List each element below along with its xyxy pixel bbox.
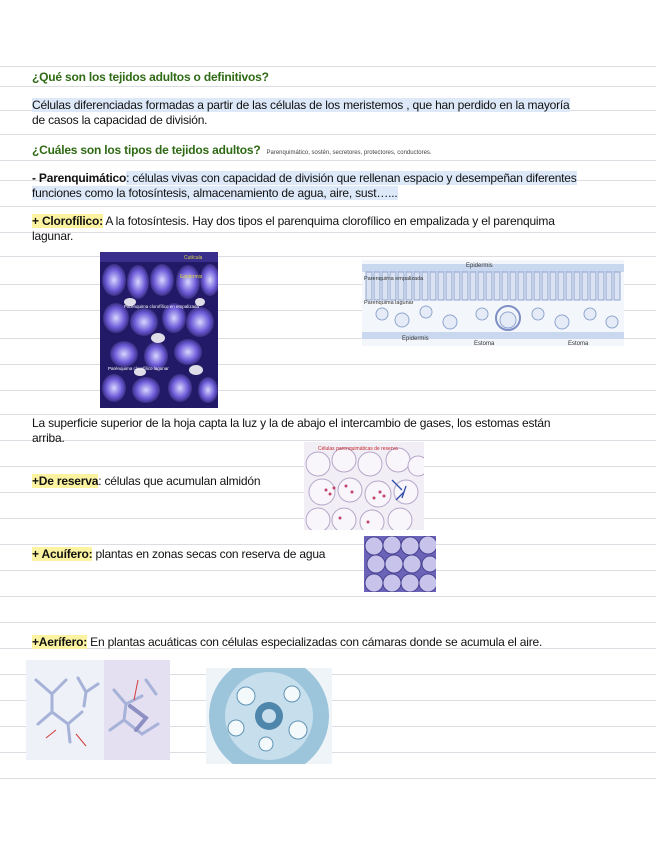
chlorophyll-line-1 xyxy=(32,214,555,229)
parenchyma-label: - Parenquimático xyxy=(32,171,127,185)
chlorophyll-line-2: lagunar. xyxy=(32,229,74,243)
reserve-label: +De reserva xyxy=(32,474,99,488)
surface-line-2: arriba. xyxy=(32,431,65,445)
surface-line-1: La superficie superior de la hoja capta la luz y la de abajo el intercambio de gases, los estomas están xyxy=(32,416,551,430)
aquifer-tissue-image xyxy=(364,536,436,592)
parenchyma-line-2 xyxy=(32,186,398,201)
parenchyma-line-1 xyxy=(32,171,577,186)
reserve-text: : células que acumulan almidón xyxy=(98,474,261,488)
parenchyma-text-2: funciones como la fotosíntesis, almacenamiento de agua, aire, sust…... xyxy=(32,186,398,200)
img2-label-epidermis-bottom: Epidermis xyxy=(402,336,429,342)
aerenchyma-label: +Aerífero: xyxy=(32,635,88,649)
img1-label-empalizada: Parénquima clorofílico en empalizada xyxy=(124,304,200,309)
aerenchyma-star-cells-image xyxy=(26,660,170,760)
img1-label-epidermis: Epidermis xyxy=(180,274,203,280)
definition-text-1: Células diferenciadas formadas a partir de las células de los meristemos , que han perdido en la mayoría xyxy=(32,98,570,112)
chlorophyll-text-1: A la fotosíntesis. Hay dos tipos el parenquima clorofílico en empalizada y el parenquima xyxy=(102,214,555,228)
parenchyma-text-1: : células vivas con capacidad de división que rellenan espacio y desempeñan diferentes xyxy=(126,171,577,185)
aquifer-text: plantas en zonas secas con reserva de agua xyxy=(92,547,326,561)
img2-label-estoma-1: Estoma xyxy=(474,341,495,346)
reserve-tissue-image xyxy=(304,442,424,530)
leaf-cross-section-image xyxy=(362,260,624,346)
img2-label-empalizada: Parenquima empalizada xyxy=(364,276,424,282)
definition-line-2: de casos la capacidad de división. xyxy=(32,113,208,127)
question-adult-tissues: ¿Qué son los tejidos adultos o definitivos? xyxy=(32,70,269,84)
aquifer-label: + Acuífero: xyxy=(32,547,93,561)
aquifer-line xyxy=(32,547,325,562)
question-tissue-types xyxy=(32,143,432,161)
chlorophyll-micrograph-image xyxy=(100,252,218,408)
img2-label-epidermis-top: Epidermis xyxy=(466,263,493,269)
reserve-line xyxy=(32,474,260,489)
img1-label-cuticula: Cutícula xyxy=(184,255,203,261)
aerenchyma-cross-section-image xyxy=(206,668,332,764)
chlorophyll-label: + Clorofílico: xyxy=(32,214,103,228)
img1-label-lagunar: Parénquima clorofílico lagunar xyxy=(108,366,169,371)
definition-line-1 xyxy=(32,98,570,113)
img2-label-lagunar: Parenquima lagunar xyxy=(364,300,414,306)
handwritten-note: Parenquimático, sostén, secretores, protectores, conductores. xyxy=(266,150,432,156)
img2-label-estoma-2: Estoma xyxy=(568,341,589,346)
aerenchyma-text: En plantas acuáticas con células especializadas con cámaras donde se acumula el aire. xyxy=(87,635,543,649)
question-tissue-types-text: ¿Cuáles son los tipos de tejidos adultos? xyxy=(32,143,261,157)
aerenchyma-line xyxy=(32,635,542,650)
reserve-image-label: Células parenquimáticas de reserva xyxy=(318,446,398,452)
